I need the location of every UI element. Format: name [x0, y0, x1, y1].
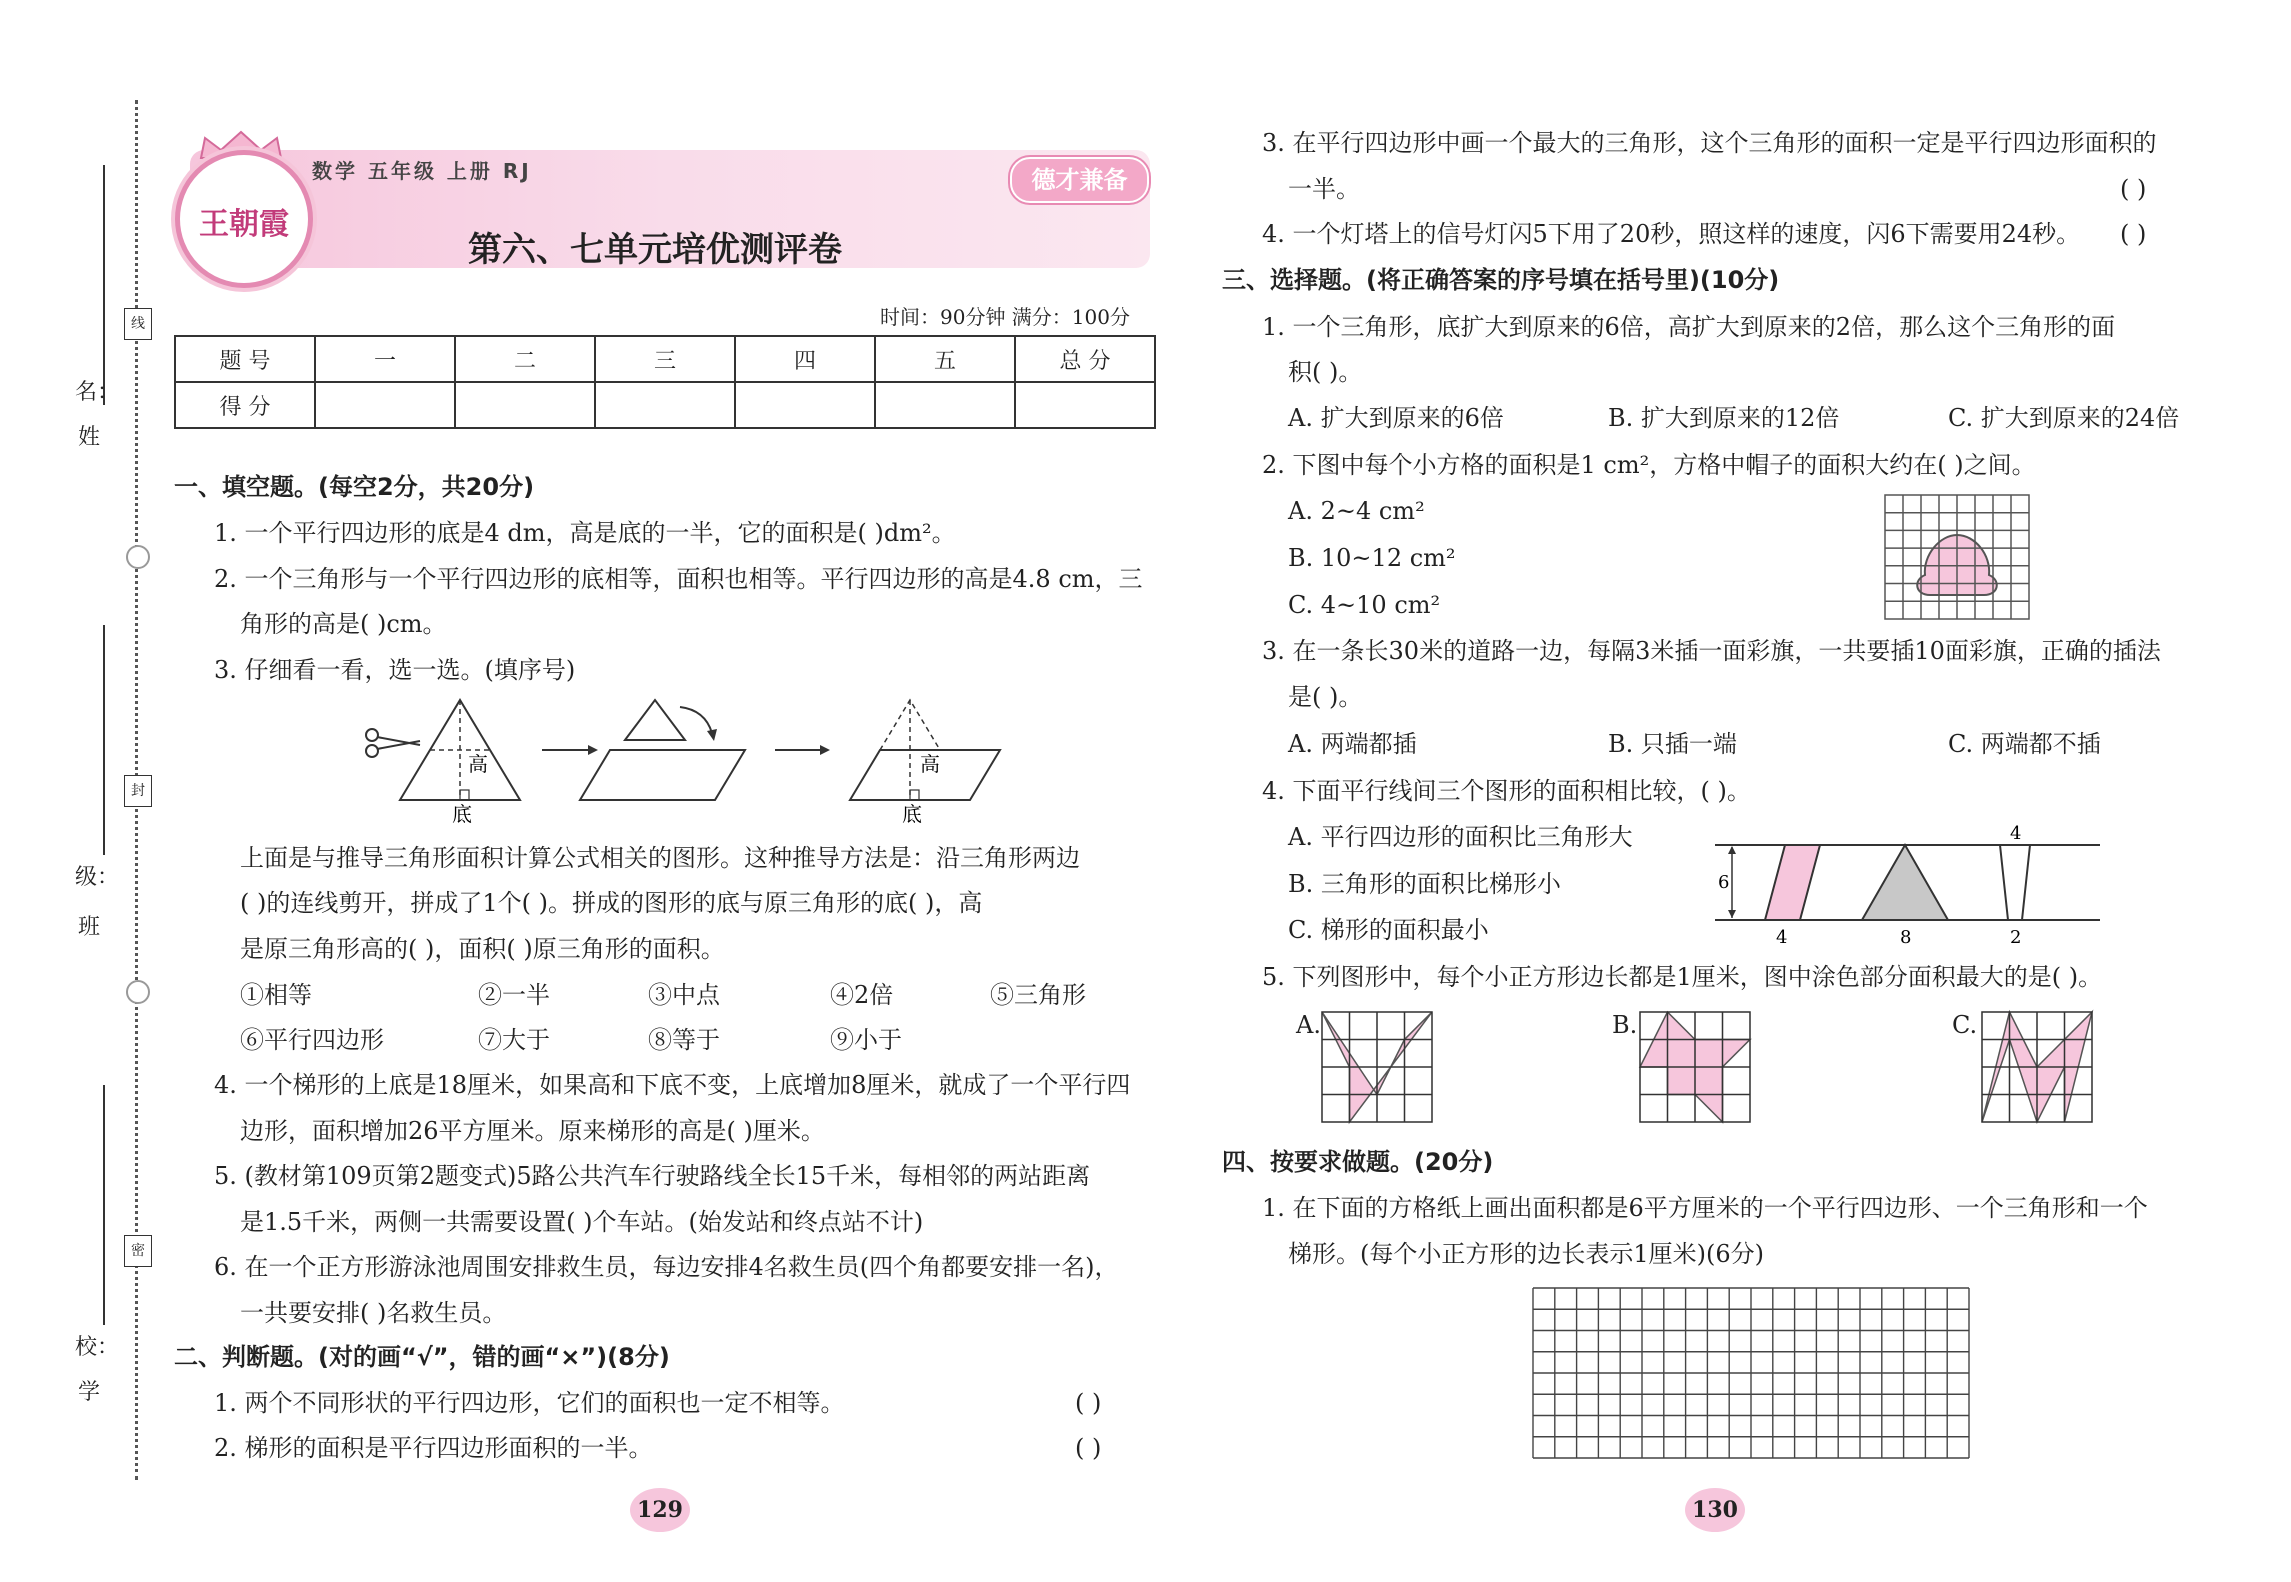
question-1-3-text-b: ( )的连线剪开，拼成了1个( )。拼成的图形的底与原三角形的底( )，高	[240, 889, 983, 917]
margin-label-ban: 班	[77, 915, 100, 940]
choice-3-opt-b: B. 只插一端	[1608, 730, 1737, 758]
question-1-1: 1. 一个平行四边形的底是4 dm，高是底的一半，它的面积是( )dm²。	[214, 519, 956, 547]
option-4: ④2倍	[830, 981, 894, 1009]
margin-label-xing: 姓	[77, 425, 100, 450]
choice-5-label-b: B.	[1612, 1011, 1638, 1039]
question-1-4-cont: 边形，面积增加26平方厘米。原来梯形的高是( )厘米。	[240, 1117, 825, 1145]
problem-1: 1. 在下面的方格纸上画出面积都是6平方厘米的一个平行四边形、一个三角形和一个	[1262, 1194, 2148, 1222]
judge-3-paren[interactable]: ( )	[2120, 175, 2147, 203]
choice-5-label-a: A.	[1296, 1011, 1321, 1039]
score-input-cell[interactable]	[455, 382, 595, 428]
choice-4-opt-c: C. 梯形的面积最小	[1288, 916, 1489, 944]
fig-base-label-2: 8	[1900, 927, 1912, 948]
judge-4: 4. 一个灯塔上的信号灯闪5下用了20秒，照这样的速度，闪6下需要用24秒。	[1262, 220, 2081, 248]
judge-1-paren[interactable]: ( )	[1075, 1389, 1102, 1417]
problem-1-cont: 梯形。(每个小正方形的边长表示1厘米)(6分)	[1288, 1240, 1764, 1268]
margin-label-ming: 名：	[75, 380, 120, 405]
margin-tag-mi: 密	[124, 1235, 152, 1267]
choice-2-opt-c: C. 4~10 cm²	[1288, 591, 1441, 619]
choice-1-opt-c: C. 扩大到原来的24倍	[1948, 404, 2180, 432]
choice-3-opt-c: C. 两端都不插	[1948, 730, 2101, 758]
option-6: ⑥平行四边形	[240, 1026, 384, 1054]
choice-2: 2. 下图中每个小方格的面积是1 cm²，方格中帽子的面积大约在( )之间。	[1262, 451, 2036, 479]
question-1-5-cont: 是1.5千米，两侧一共需要设置( )个车站。(始发站和终点站不计)	[240, 1208, 924, 1236]
score-input-cell[interactable]	[595, 382, 735, 428]
class-blank-line	[103, 625, 105, 855]
question-1-2: 2. 一个三角形与一个平行四边形的底相等，面积也相等。平行四边形的高是4.8 cm，三	[214, 565, 1143, 593]
subject-line: 数学 五年级 上册 RJ	[312, 159, 532, 183]
fig-label-base-1: 底	[452, 802, 472, 826]
fig-label-high-2: 高	[920, 752, 940, 776]
section-1-heading: 一、填空题。(每空2分，共20分)	[174, 473, 535, 501]
section-3-heading: 三、选择题。(将正确答案的序号填在括号里)(10分)	[1222, 266, 1780, 294]
question-1-5: 5. (教材第109页第2题变式)5路公共汽车行驶路线全长15千米，每相邻的两站距离	[214, 1162, 1091, 1190]
choice-4: 4. 下面平行线间三个图形的面积相比较，( )。	[1262, 777, 1751, 805]
choice-3-cont: 是( )。	[1288, 683, 1363, 711]
fig-base-label-3: 2	[2010, 927, 2022, 948]
name-blank-line	[103, 165, 105, 405]
judge-2-paren[interactable]: ( )	[1075, 1434, 1102, 1462]
page-title: 第六、七单元培优测评卷	[468, 230, 842, 270]
choice-1-opt-a: A. 扩大到原来的6倍	[1288, 404, 1504, 432]
table-cell: 三	[595, 336, 735, 382]
shaded-grid-a	[1322, 1012, 1432, 1122]
binding-hole-icon	[126, 545, 150, 569]
option-2: ②一半	[478, 981, 550, 1009]
margin-tag-xian: 线	[124, 308, 152, 340]
choice-1-opt-b: B. 扩大到原来的12倍	[1608, 404, 1840, 432]
choice-1: 1. 一个三角形，底扩大到原来的6倍，高扩大到原来的2倍，那么这个三角形的面	[1262, 313, 2116, 341]
choice-2-opt-a: A. 2~4 cm²	[1288, 497, 1425, 525]
motto-badge: 德才兼备	[1010, 157, 1149, 203]
question-1-6-cont: 一共要安排( )名救生员。	[240, 1299, 507, 1327]
choice-3-opt-a: A. 两端都插	[1288, 730, 1417, 758]
question-1-2-cont: 角形的高是( )cm。	[240, 610, 447, 638]
choice-5: 5. 下列图形中，每个小正方形边长都是1厘米，图中涂色部分面积最大的是( )。	[1262, 963, 2103, 991]
score-table	[174, 335, 1156, 429]
choice-2-opt-b: B. 10~12 cm²	[1288, 544, 1456, 572]
judge-3: 3. 在平行四边形中画一个最大的三角形，这个三角形的面积一定是平行四边形面积的	[1262, 129, 2157, 157]
choice-5-label-c: C.	[1952, 1011, 1978, 1039]
drawing-grid-paper[interactable]	[1532, 1287, 1970, 1459]
margin-label-xiao: 校：	[75, 1335, 120, 1360]
choice-1-cont: 积( )。	[1288, 358, 1363, 386]
brand-logo	[175, 150, 313, 288]
table-cell: 二	[455, 336, 595, 382]
section-4-heading: 四、按要求做题。(20分)	[1222, 1148, 1494, 1176]
judge-2: 2. 梯形的面积是平行四边形面积的一半。	[214, 1434, 653, 1462]
page-number-right: 130	[1685, 1488, 1745, 1532]
question-1-4: 4. 一个梯形的上底是18厘米，如果高和下底不变，上底增加8厘米，就成了一个平行四	[214, 1071, 1131, 1099]
triangle-cut-figure	[360, 695, 1010, 830]
table-cell: 得 分	[175, 382, 315, 428]
table-cell: 总 分	[1015, 336, 1155, 382]
shaded-grid-b	[1640, 1012, 1750, 1122]
margin-label-xue: 学	[77, 1380, 100, 1405]
logo-text: 王朝霞	[199, 207, 289, 242]
table-cell: 五	[875, 336, 1015, 382]
question-1-6: 6. 在一个正方形游泳池周围安排救生员，每边安排4名救生员(四个角都要安排一名)，	[214, 1253, 1119, 1281]
hat-grid-figure	[1885, 495, 2030, 620]
option-8: ⑧等于	[648, 1026, 720, 1054]
margin-tag-feng: 封	[124, 775, 152, 807]
option-5: ⑤三角形	[990, 981, 1086, 1009]
time-info: 时间：90分钟 满分：100分	[880, 305, 1130, 329]
fig-label-high-1: 高	[468, 752, 488, 776]
choice-3: 3. 在一条长30米的道路一边，每隔3米插一面彩旗，一共要插10面彩旗，正确的插法	[1262, 637, 2161, 665]
parallel-lines-figure	[1710, 820, 2110, 948]
table-row	[175, 382, 1155, 428]
question-1-3-text-a: 上面是与推导三角形面积计算公式相关的图形。这种推导方法是：沿三角形两边	[240, 844, 1080, 872]
question-1-3: 3. 仔细看一看，选一选。(填序号)	[214, 656, 576, 684]
table-cell: 题 号	[175, 336, 315, 382]
table-cell: 一	[315, 336, 455, 382]
choice-4-opt-a: A. 平行四边形的面积比三角形大	[1288, 823, 1633, 851]
school-blank-line	[103, 1085, 105, 1325]
judge-4-paren[interactable]: ( )	[2120, 220, 2147, 248]
fig-height-label: 6	[1718, 872, 1730, 893]
score-input-cell[interactable]	[1015, 382, 1155, 428]
page-number-left: 129	[630, 1488, 690, 1532]
table-row	[175, 336, 1155, 382]
score-input-cell[interactable]	[735, 382, 875, 428]
option-3: ③中点	[648, 981, 720, 1009]
fig-top-label: 4	[2010, 823, 2022, 844]
option-7: ⑦大于	[478, 1026, 550, 1054]
judge-3-cont: 一半。	[1288, 175, 1360, 203]
fig-label-base-2: 底	[902, 802, 922, 826]
margin-label-ji: 级：	[75, 865, 120, 890]
table-cell: 四	[735, 336, 875, 382]
option-9: ⑨小于	[830, 1026, 902, 1054]
scissors-icon	[366, 729, 420, 757]
option-1: ①相等	[240, 981, 312, 1009]
question-1-3-text-c: 是原三角形高的( )，面积( )原三角形的面积。	[240, 935, 725, 963]
score-input-cell[interactable]	[875, 382, 1015, 428]
section-2-heading: 二、判断题。(对的画“√”，错的画“×”)(8分)	[174, 1343, 670, 1371]
score-input-cell[interactable]	[315, 382, 455, 428]
choice-4-opt-b: B. 三角形的面积比梯形小	[1288, 870, 1561, 898]
judge-1: 1. 两个不同形状的平行四边形，它们的面积也一定不相等。	[214, 1389, 845, 1417]
shaded-grid-c	[1982, 1012, 2092, 1122]
fig-base-label-1: 4	[1776, 927, 1788, 948]
binding-hole-icon	[126, 980, 150, 1004]
